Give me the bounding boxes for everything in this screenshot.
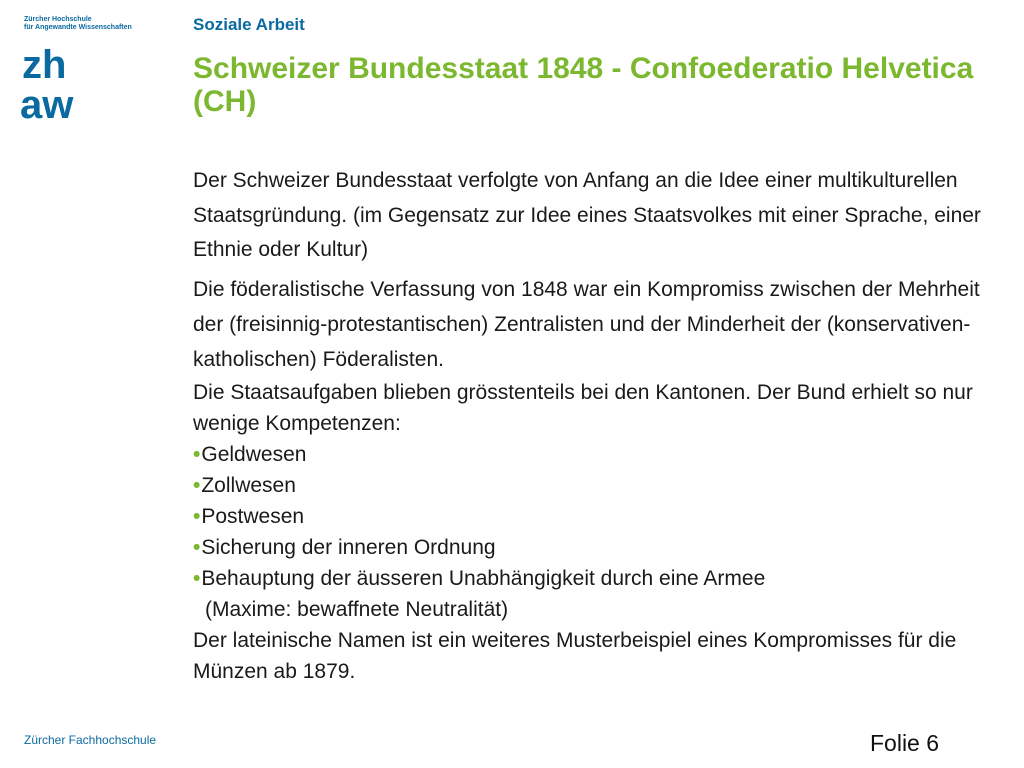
bullet-text: Postwesen [201, 504, 305, 528]
bullet-icon: • [193, 535, 201, 559]
bullet-continuation: (Maxime: bewaffnete Neutralität) [205, 597, 509, 621]
bullet-text: Sicherung der inneren Ordnung [201, 535, 496, 559]
paragraph-1: Der Schweizer Bundesstaat verfolgte von Anfang an die Idee einer multikulturellen Staatsgründung. (im Gegensatz zur Idee eines Staatsvolkes mit einer Sprache, einer Ethnie oder Kultur) [193, 169, 981, 261]
paragraph-2: Die föderalistische Verfassung von 1848 war ein Kompromiss zwischen der Mehrheit der (freisinnig-protestantischen) Zentralisten und der Minderheit der (konservativen-katholischen) Föderalisten. [193, 277, 980, 371]
institution-name [24, 16, 132, 32]
footer-institution: Zürcher Fachhochschule [24, 733, 157, 747]
slide-title: Schweizer Bundesstaat 1848 - Confoederatio Helvetica (CH) [193, 52, 974, 118]
bullet-icon: • [193, 442, 201, 466]
bullet-text: Geldwesen [201, 442, 307, 466]
bullet-item [193, 532, 993, 563]
logo-text-top: zh [22, 44, 67, 87]
zhaw-logo [18, 44, 104, 124]
slide-number: Folie 6 [870, 730, 940, 756]
bullet-icon: • [193, 566, 201, 590]
bullet-icon: • [193, 504, 201, 528]
institution-line-1: Zürcher Hochschule [24, 16, 92, 23]
bullet-text: Behauptung der äusseren Unabhängigkeit durch eine Armee [201, 566, 766, 590]
bullet-item [193, 563, 993, 594]
bullet-text: Zollwesen [201, 473, 296, 497]
bullet-item [193, 439, 993, 470]
paragraph-4: Der lateinische Namen ist ein weiteres Musterbeispiel eines Kompromisses für die Münzen ab 1879. [193, 628, 957, 683]
bullet-item [193, 470, 993, 501]
slide-content [193, 164, 993, 687]
institution-line-2: für Angewandte Wissenschaften [24, 24, 132, 31]
logo-text-bottom: aw [20, 83, 74, 124]
section-label: Soziale Arbeit [193, 15, 305, 34]
bullet-item [193, 501, 993, 532]
paragraph-3: Die Staatsaufgaben blieben grösstenteils bei den Kantonen. Der Bund erhielt so nur wenige Kompetenzen: [193, 380, 973, 435]
bullet-icon: • [193, 473, 201, 497]
